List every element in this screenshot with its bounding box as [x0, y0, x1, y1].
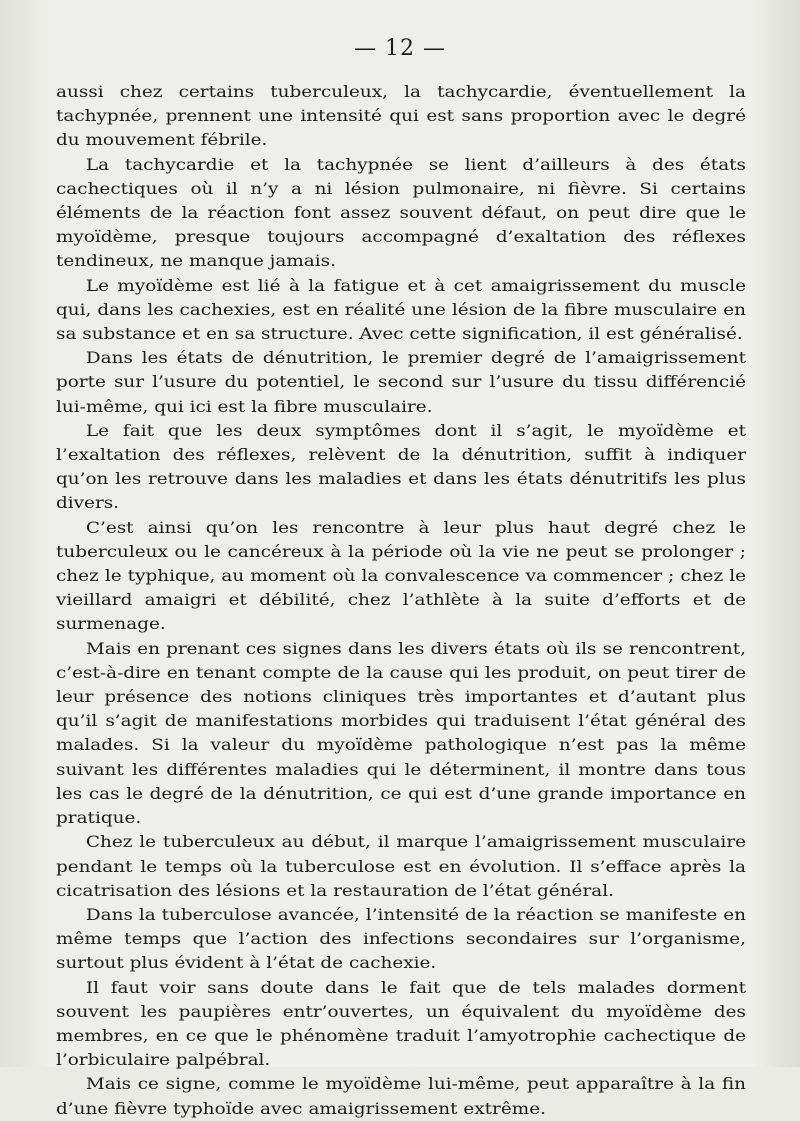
paragraph: Le myoïdème est lié à la fatigue et à cet amaigrissement du muscle qui, dans les cachexies, est en réalité une lésion de la fibre musculaire en sa substance et en sa structure. Avec cette signification, il est généralisé.	[56, 275, 746, 344]
paragraph: aussi chez certains tuberculeux, la tachycardie, éventuellement la tachypnée, prennent une intensité qui est sans proportion avec le degré du mouvement fébrile.	[56, 82, 746, 150]
page-number: — 12 —	[354, 36, 446, 61]
paragraph: Il faut voir sans doute dans le fait que de tels malades dorment souvent les paupières entr’ouvertes, un équivalent du myoïdème des membres, en ce que le phénomène traduit l’amyotrophie cachectique de l’orbiculaire palpébral.	[56, 977, 746, 1070]
paragraph: Chez le tuberculeux au début, il marque l’amaigrissement musculaire pendant le temps où la tuberculose est en évolution. Il s’efface après la cicatrisation des lésions et la restauration de l’état général.	[56, 832, 746, 900]
paragraph: Dans les états de dénutrition, le premier degré de l’amaigrissement porte sur l’usure du potentiel, le second sur l’usure du tissu différencié lui-même, qui ici est la fibre musculaire.	[56, 348, 746, 416]
paragraph: Mais ce signe, comme le myoïdème lui-même, peut apparaître à la fin d’une fièvre typhoïde avec amaigrissement extrême.	[56, 1074, 746, 1118]
paragraph: Dans la tuberculose avancée, l’intensité de la réaction se manifeste en même temps que l’action des infections secondaires sur l’organisme, surtout plus évident à l’état de cachexie.	[56, 904, 746, 973]
body-text	[56, 80, 746, 1121]
paragraph: La tachycardie et la tachypnée se lient d’ailleurs à des états cachectiques où il n’y a ni lésion pulmonaire, ni fièvre. Si certains éléments de la réaction font assez souvent défaut, on peut dire que le myoïdème, presque toujours accompagné d’exaltation des réflexes tendineux, ne manque jamais.	[56, 154, 746, 271]
paragraph: Mais en prenant ces signes dans les divers états où ils se rencontrent, c’est-à-dire en tenant compte de la cause qui les produit, on peut tirer de leur présence des notions cliniques très importantes et d’autant plus qu’il s’agit de manifestations morbides qui traduisent l’état général des malades. Si la valeur du myoïdème pathologique n’est pas la même suivant les différentes maladies qui le déterminent, il montre dans tous les cas le degré de la dénutrition, ce qui est d’une grande importance en pratique.	[56, 638, 746, 828]
paragraph: Le fait que les deux symptômes dont il s’agit, le myoïdème et l’exaltation des réflexes, relèvent de la dénutrition, suffit à indiquer qu’on les retrouve dans les maladies et dans les états dénutritifs les plus divers.	[56, 420, 746, 513]
paragraph: C’est ainsi qu’on les rencontre à leur plus haut degré chez le tuberculeux ou le cancéreux à la période où la vie ne peut se prolonger ; chez le typhique, au moment où la convalescence va commencer ; chez le vieillard amaigri et débilité, chez l’athlète à la suite d’efforts et de surmenage.	[56, 517, 746, 634]
